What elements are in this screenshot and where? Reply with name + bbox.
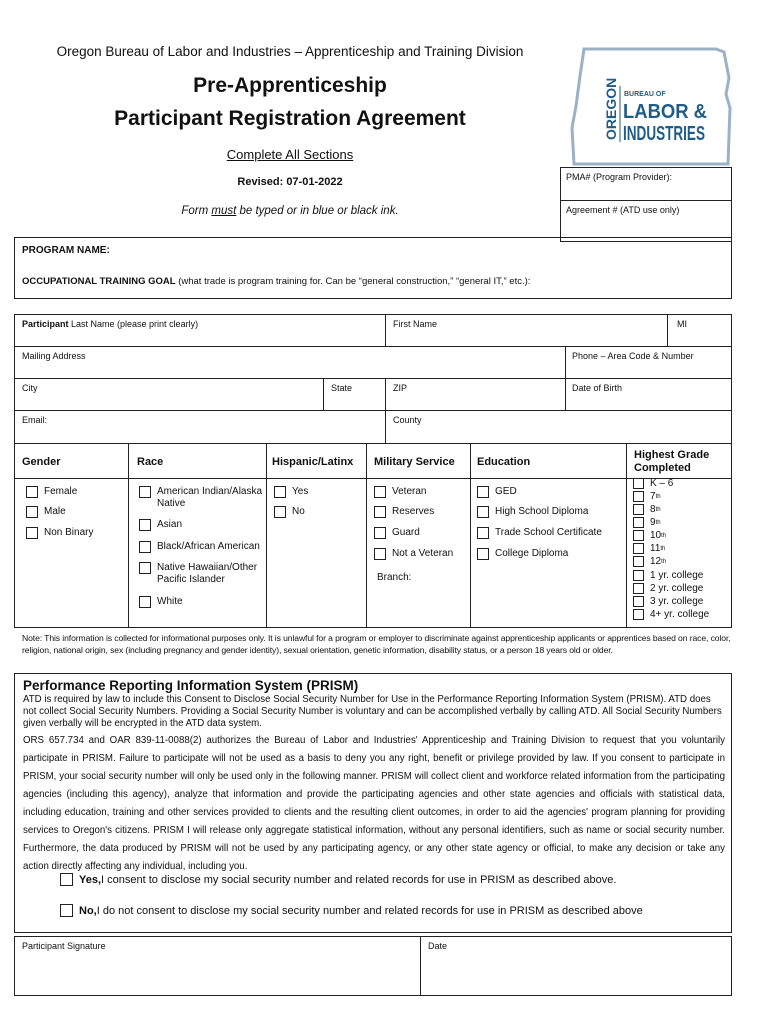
- logo-labor-text: LABOR &: [623, 101, 707, 123]
- grade-header-line1: Highest Grade: [634, 449, 710, 461]
- grade-8-checkbox[interactable]: [633, 504, 644, 515]
- logo-oregon-text: OREGON: [603, 77, 619, 140]
- military-guard-option[interactable]: Guard: [374, 527, 420, 539]
- grade-9-checkbox[interactable]: [633, 517, 644, 528]
- training-goal-field[interactable]: [570, 272, 720, 290]
- hispanic-yes-option[interactable]: Yes: [274, 486, 308, 498]
- education-trade-option[interactable]: Trade School Certificate: [477, 527, 602, 539]
- form-title-line1: Pre-Apprenticeship: [193, 74, 387, 97]
- grade-10-option[interactable]: 10 th: [633, 530, 666, 541]
- gender-header: Gender: [22, 456, 61, 468]
- prism-paragraph-1: ATD is required by law to include this Consent to Disclose Social Security Number for Use in the Performance Reporting Information System (PRISM). ATD does not collect Social Security Numbers. Providing a Social Security Number is voluntary and can be accomplished verbally by calling ATD. All Social Security Numbers given verbally will be encrypted in the ATD data system.: [23, 694, 722, 729]
- grade-2yr-college-option[interactable]: 2 yr. college: [633, 583, 703, 594]
- state-field[interactable]: State: [331, 383, 353, 393]
- discrimination-note: Note: This information is collected for informational purposes only. It is unlawful for a program or employer to discriminate against apprenticeship applicants or apprentices based on race, color, religion, national origin, sex (including pregnancy and gender identity), sexual orientation, genetic information, disability status, or a person 18 years old or older.: [22, 633, 731, 655]
- grade-2yr-college-checkbox[interactable]: [633, 583, 644, 594]
- ink-instruction: Form must be typed or in blue or black ink.: [181, 205, 399, 217]
- dob-field[interactable]: Date of Birth: [572, 383, 623, 393]
- grade-4yr-college-option[interactable]: 4+ yr. college: [633, 609, 709, 620]
- gender-male-option[interactable]: Male: [26, 506, 66, 518]
- hispanic-yes-checkbox[interactable]: [274, 486, 286, 498]
- revised-date: Revised: 07-01-2022: [237, 176, 343, 188]
- education-college-option[interactable]: College Diploma: [477, 548, 568, 560]
- hispanic-no-option[interactable]: No: [274, 506, 305, 518]
- logo-bureau-text: BUREAU OF: [624, 91, 666, 98]
- grade-header-line2: Completed: [634, 462, 691, 474]
- program-name-field[interactable]: [120, 242, 720, 260]
- participant-info-box: [14, 314, 732, 444]
- agency-name: Oregon Bureau of Labor and Industries – Apprenticeship and Training Division: [56, 44, 524, 59]
- grade-11-checkbox[interactable]: [633, 543, 644, 554]
- race-american-indian-option[interactable]: American Indian/Alaska Native: [139, 486, 263, 510]
- mailing-address-field[interactable]: Mailing Address: [22, 351, 86, 361]
- gender-female-option[interactable]: Female: [26, 486, 77, 498]
- grade-k6-option[interactable]: K – 6: [633, 478, 673, 489]
- military-not-veteran-checkbox[interactable]: [374, 548, 386, 560]
- education-college-checkbox[interactable]: [477, 548, 489, 560]
- race-black-checkbox[interactable]: [139, 541, 151, 553]
- zip-field[interactable]: ZIP: [393, 383, 408, 393]
- complete-all-sections: Complete All Sections: [226, 147, 354, 162]
- grade-12-option[interactable]: 12 th: [633, 556, 666, 567]
- grade-1yr-college-option[interactable]: 1 yr. college: [633, 570, 703, 581]
- race-white-option[interactable]: White: [139, 596, 183, 608]
- training-goal-label: OCCUPATIONAL TRAINING GOAL (what trade is program training for. Can be “general construction,” “general IT,” etc.):: [22, 276, 531, 287]
- phone-field[interactable]: Phone – Area Code & Number: [572, 351, 694, 361]
- military-veteran-option[interactable]: Veteran: [374, 486, 426, 498]
- grade-8-option[interactable]: 8 th: [633, 504, 661, 515]
- grade-7-checkbox[interactable]: [633, 491, 644, 502]
- prism-consent-no-checkbox[interactable]: [60, 904, 73, 917]
- military-reserves-checkbox[interactable]: [374, 506, 386, 518]
- email-field[interactable]: Email:: [22, 415, 48, 425]
- race-pacific-islander-option[interactable]: Native Hawaiian/Other Pacific Islander: [139, 562, 263, 586]
- military-guard-checkbox[interactable]: [374, 527, 386, 539]
- education-highschool-checkbox[interactable]: [477, 506, 489, 518]
- grade-12-checkbox[interactable]: [633, 556, 644, 567]
- pma-field[interactable]: [560, 167, 732, 201]
- signature-date-field[interactable]: Date: [428, 941, 448, 951]
- race-white-checkbox[interactable]: [139, 596, 151, 608]
- branch-field[interactable]: Branch:: [377, 572, 412, 583]
- county-field[interactable]: County: [393, 415, 422, 425]
- agreement-number-field[interactable]: [560, 200, 732, 242]
- race-pacific-islander-checkbox[interactable]: [139, 562, 151, 574]
- grade-10-checkbox[interactable]: [633, 530, 644, 541]
- grade-4yr-college-checkbox[interactable]: [633, 609, 644, 620]
- race-asian-option[interactable]: Asian: [139, 519, 182, 531]
- prism-heading: Performance Reporting Information System (PRISM): [23, 678, 359, 693]
- agreement-label: Agreement # (ATD use only): [566, 205, 680, 215]
- education-ged-checkbox[interactable]: [477, 486, 489, 498]
- prism-consent-yes-checkbox[interactable]: [60, 873, 73, 886]
- gender-female-checkbox[interactable]: [26, 486, 38, 498]
- first-name-field[interactable]: First Name: [393, 319, 438, 329]
- prism-consent-yes-option[interactable]: Yes, I consent to disclose my social security number and related records for use in PRISM as described above.: [60, 873, 616, 886]
- prism-consent-no-option[interactable]: No, I do not consent to disclose my social security number and related records for use in PRISM as described above: [60, 904, 643, 917]
- grade-7-option[interactable]: 7 th: [633, 491, 661, 502]
- grade-11-option[interactable]: 11 th: [633, 543, 665, 554]
- grade-1yr-college-checkbox[interactable]: [633, 570, 644, 581]
- boli-logo-icon: [566, 46, 734, 168]
- prism-paragraph-2: ORS 657.734 and OAR 839-11-0088(2) authorizes the Bureau of Labor and Industries' Apprenticeship and Training Division to request that you voluntarily participate in PRISM. Failure to participate will not be used as a basis to deny you any right, benefit or privilege provided by law. If you consent to participate in PRISM, your social security number will only be used only in the following manner. PRISM will collect client and workforce related information from the participating agencies (including this agency), analyze that information and provide the participating agencies and other state agencies and officials with statistical data, including education, training and other services provided to clients and the resulting client outcomes, in order to aid the agencies' program planning for providing services to Oregon's citizens. PRISM I will release only aggregate statistical information, without any personal identifiers, such as name or social security number. Furthermore, the data produced by PRISM will not be used by any participating agency, or any other state agency or official, to make any decision or take any action directly affecting any individual, including you.: [23, 735, 725, 872]
- demographics-box: [14, 444, 732, 628]
- mi-field[interactable]: MI: [677, 319, 687, 329]
- logo-industries-text: INDUSTRIES: [623, 123, 705, 145]
- race-black-option[interactable]: Black/African American: [139, 541, 260, 553]
- grade-3yr-college-checkbox[interactable]: [633, 596, 644, 607]
- hispanic-no-checkbox[interactable]: [274, 506, 286, 518]
- participant-signature-field[interactable]: Participant Signature: [22, 941, 106, 951]
- hispanic-header: Hispanic/Latinx: [272, 456, 354, 468]
- education-ged-option[interactable]: GED: [477, 486, 517, 498]
- military-not-veteran-option[interactable]: Not a Veteran: [374, 548, 453, 560]
- gender-nonbinary-checkbox[interactable]: [26, 527, 38, 539]
- city-field[interactable]: City: [22, 383, 38, 393]
- grade-3yr-college-option[interactable]: 3 yr. college: [633, 596, 703, 607]
- race-header: Race: [137, 456, 164, 468]
- race-american-indian-checkbox[interactable]: [139, 486, 151, 498]
- race-asian-checkbox[interactable]: [139, 519, 151, 531]
- education-highschool-option[interactable]: High School Diploma: [477, 506, 588, 518]
- gender-male-checkbox[interactable]: [26, 506, 38, 518]
- military-header: Military Service: [374, 456, 455, 468]
- military-reserves-option[interactable]: Reserves: [374, 506, 434, 518]
- pma-label: PMA# (Program Provider):: [566, 172, 673, 182]
- form-title-line2: Participant Registration Agreement: [114, 107, 466, 130]
- education-header: Education: [477, 456, 531, 468]
- grade-9-option[interactable]: 9 th: [633, 517, 661, 528]
- gender-nonbinary-option[interactable]: Non Binary: [26, 527, 93, 539]
- education-trade-checkbox[interactable]: [477, 527, 489, 539]
- military-veteran-checkbox[interactable]: [374, 486, 386, 498]
- grade-k6-checkbox[interactable]: [633, 478, 644, 489]
- last-name-field[interactable]: Participant Last Name (please print clearly): [22, 319, 199, 329]
- program-name-label: PROGRAM NAME:: [22, 245, 110, 256]
